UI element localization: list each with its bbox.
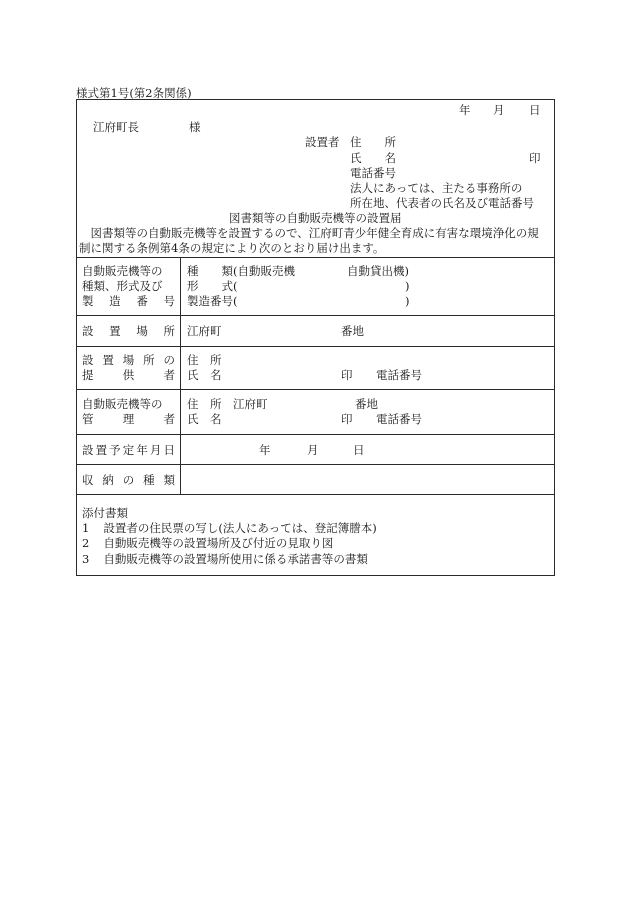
applicant-corporate-note-1: 法人にあっては、主たる事務所の [350,181,523,195]
applicant-corporate-note-2: 所在地、代表者の氏名及び電話番号 [350,196,534,210]
manager-label-2 [82,412,175,426]
applicant-address-label: 住 所 [350,135,396,149]
applicant-role: 設置者 [305,135,340,149]
rule-row-4 [77,434,554,435]
location-label-char: 場 [136,324,148,338]
machine-label-1: 自動販売機等の [82,264,163,278]
manager-address-label: 住 所 [187,397,222,411]
provider-label-char: 置 [102,353,114,367]
label-char: 設 [82,443,94,457]
location-banchi: 番地 [341,324,364,338]
date-day: 日 [529,103,541,117]
manager-label-char: 理 [122,412,135,426]
rule-row-2 [77,346,554,347]
rule-table-top [77,257,554,258]
provider-name-label: 氏 名 [187,368,222,382]
form-frame [76,99,555,576]
location-label-char: 置 [109,324,121,338]
scheduled-date-month: 月 [307,443,319,457]
addressee-honorific: 様 [189,120,201,134]
machine-serial-close: ) [405,294,410,308]
attachment-number: 3 [82,552,90,566]
applicant-seal: 印 [529,151,541,165]
machine-label-2: 種類、形式及び [82,279,163,293]
content-type-label [82,473,175,487]
manager-phone-label: 電話番号 [376,412,422,426]
rule-row-5 [77,464,554,465]
provider-label-char: 所 [143,353,155,367]
manager-banchi: 番地 [355,397,378,411]
label-char: 月 [149,443,162,457]
machine-kind-alt: 自動貸出機) [347,264,409,278]
provider-label-1 [82,353,175,367]
manager-label-1: 自動販売機等の [82,397,163,411]
statement-line-1: 図書類等の自動販売機等を設置するので、江府町青少年健全育成に有害な環境浄化の規 [79,226,539,240]
machine-model-label: 形 式( [187,279,238,293]
attachment-text: 自動販売機等の設置場所使用に係る承諾書等の書類 [103,552,368,566]
rule-row-6 [77,494,554,495]
applicant-phone-label: 電話番号 [350,166,396,180]
attachments-title: 添付書類 [82,506,128,520]
addressee-name: 江府町長 [93,120,139,134]
content-type-label-char: 収 [82,473,94,487]
machine-label-3-char: 号 [163,294,175,308]
machine-label-3-char: 造 [109,294,121,308]
provider-seal: 印 [341,368,353,382]
scheduled-date-year: 年 [259,443,271,457]
machine-serial-label: 製造番号( [187,294,238,308]
machine-label-3-char: 製 [82,294,94,308]
location-label-char: 所 [163,324,175,338]
provider-label-char: の [163,353,175,367]
attachment-text: 設置者の住民票の写し(法人にあっては、登記簿謄本) [103,521,377,535]
provider-label-char: 設 [82,353,94,367]
content-type-label-char: 納 [102,473,114,487]
statement-line-2: 制に関する条例第4条の規定により次のとおり届け出ます。 [79,241,385,255]
date-month: 月 [493,103,505,117]
content-type-label-char: の [122,473,135,487]
manager-seal: 印 [341,412,353,426]
location-label-char: 設 [82,324,94,338]
provider-label-char: 者 [163,368,175,382]
provider-label-char: 場 [122,353,135,367]
manager-label-char: 者 [163,412,175,426]
label-char: 置 [95,443,108,457]
label-char: 予 [109,443,121,457]
rule-row-1 [77,315,554,316]
provider-address-label: 住 所 [187,353,222,367]
label-char: 年 [136,443,148,457]
attachment-item-3 [82,552,368,566]
manager-name-label: 氏 名 [187,412,222,426]
manager-label-char: 管 [82,412,94,426]
attachment-text: 自動販売機等の設置場所及び付近の見取り図 [103,536,334,550]
manager-town: 江府町 [233,397,268,411]
content-type-label-char: 類 [163,473,175,487]
provider-label-2 [82,368,175,382]
machine-label-3-char: 番 [136,294,148,308]
label-char: 定 [122,443,135,457]
form-number: 様式第1号(第2条関係) [76,86,192,100]
provider-phone-label: 電話番号 [376,368,422,382]
machine-label-3 [82,294,175,308]
attachment-item-2 [82,536,333,550]
rule-row-3 [77,389,554,390]
provider-label-char: 提 [82,368,94,382]
label-char: 日 [163,443,175,457]
machine-kind-label: 種 類(自動販売機 [187,264,295,278]
provider-label-char: 供 [122,368,135,382]
scheduled-date-day: 日 [353,443,365,457]
attachment-number: 1 [82,521,90,535]
scheduled-date-label [82,443,175,457]
attachment-number: 2 [82,536,90,550]
date-year: 年 [459,103,471,117]
form-title: 図書類等の自動販売機等の設置届 [229,211,402,225]
applicant-name-label: 氏 名 [350,151,396,165]
rule-label-column [180,257,181,494]
machine-model-close: ) [405,279,410,293]
location-town: 江府町 [187,324,222,338]
attachment-item-1 [82,521,377,535]
location-label [82,324,175,338]
content-type-label-char: 種 [143,473,155,487]
